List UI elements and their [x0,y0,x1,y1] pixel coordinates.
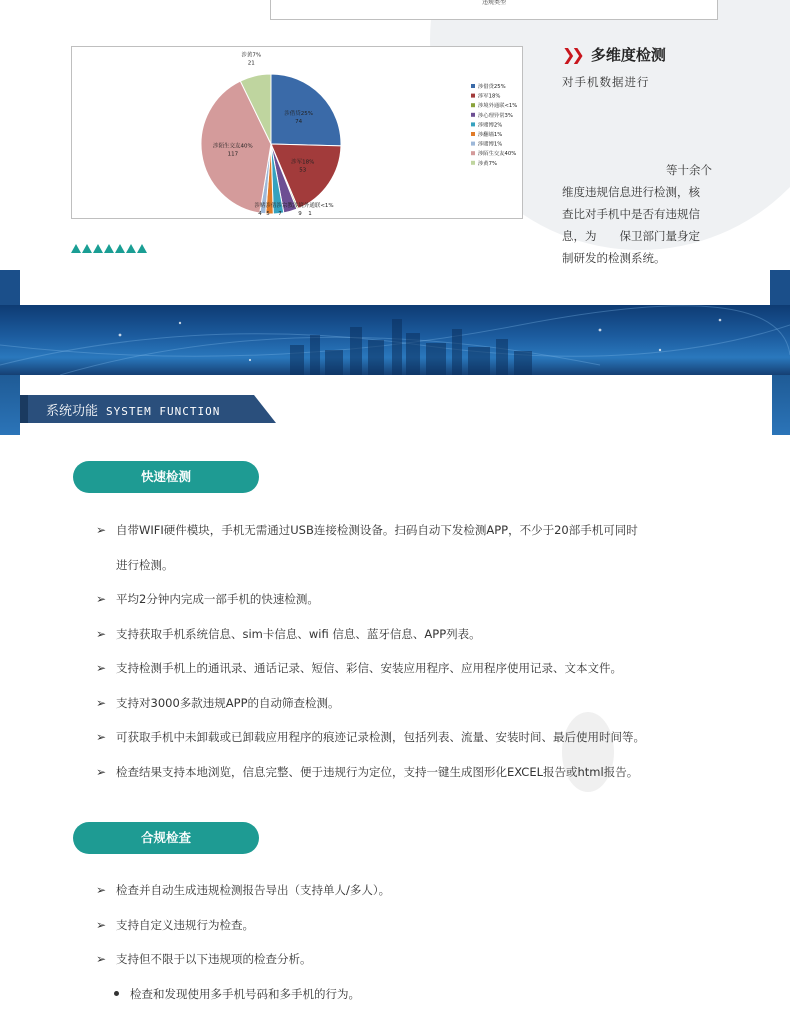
feature-text: 可获取手机中未卸载或已卸载应用程序的痕迹记录检测，包括列表、流量、安装时间、最后使用时间等。 [116,730,645,744]
slice-value-label: 21 [247,60,255,67]
slice-label: 涉军18% [291,159,315,166]
side-panel-line: 对手机数据进行 [562,75,650,89]
arrow-bullet-icon: ➢ [96,696,107,710]
side-panel-line: 等十余个 [666,163,712,177]
arrow-bullet-icon: ➢ [96,592,107,606]
legend-swatch [471,142,475,146]
small-slice-value-label: 4 [258,211,262,217]
feature-text: 支持自定义违规行为检查。 [116,918,254,932]
feature-item [96,591,319,607]
legend-label: 涉心理异常3% [478,112,513,119]
dot-bullet-icon [114,991,119,996]
pie-chart-frame [71,46,523,219]
feature-text: 支持但不限于以下违规项的检查分析。 [116,952,312,966]
side-panel-heading [562,44,666,65]
triangle-icon [126,244,136,253]
triangle-icon [104,244,114,253]
triangle-icon [71,244,81,253]
legend-swatch [471,113,475,117]
small-slice-value-label: 1 [308,211,312,217]
legend-label: 涉境外通联<1% [478,103,518,110]
card-right-edge [772,375,790,435]
legend-swatch [471,122,475,126]
legend-label: 涉军18% [478,93,501,100]
side-panel-line: 维度违规信息进行检测，核 [562,185,700,199]
quick-check-pill: 快速检测 [73,461,259,493]
slice-label: 涉陌生交友40% [213,143,253,150]
side-panel-line: 息，为 保卫部门量身定 [562,229,700,243]
feature-item [96,917,254,933]
triangle-icon [93,244,103,253]
legend-swatch [471,103,475,107]
side-panel-line: 制研发的检测系统。 [562,251,666,265]
arrow-bullet-icon: ➢ [96,523,107,537]
small-slices-label: 涉赌涉借涉宗教涉境外通联<1% [254,203,334,209]
feature-item [96,764,638,780]
left-edge-decoration [0,270,20,305]
feature-text: 支持检测手机上的通讯录、通话记录、短信、彩信、安装应用程序、应用程序使用记录、文本文件。 [116,661,622,675]
slice-value-label: 53 [299,167,307,174]
legend-swatch [471,94,475,98]
feature-item [96,695,340,711]
legend-label: 涉黄7% [478,160,497,167]
arrow-bullet-icon: ➢ [96,883,107,897]
section-title [46,400,220,419]
feature-item [96,882,390,898]
legend-label: 涉賭博1% [478,141,503,148]
slice-value-label: 117 [227,151,239,158]
triangle-icon [137,244,147,253]
legend-label: 涉翻墙1% [478,132,503,138]
feature-continuation: 进行检测。 [116,558,174,572]
feature-text: 检查并自动生成违规检测报告导出（支持单人/多人）。 [116,883,391,897]
skyline-graphic [0,305,790,375]
legend-swatch [471,161,475,165]
legend-label: 涉借贷25% [478,84,506,90]
legend-label: 涉赌博2% [478,122,503,129]
legend-swatch [471,84,475,88]
previous-chart-caption: 违规类型 [481,0,506,6]
pie-slice [271,74,341,146]
slice-value-label: 74 [295,119,303,126]
pie-chart [72,47,524,220]
section-header-banner [20,395,276,423]
feature-text: 支持获取手机系统信息、sim卡信息、wifi 信息、蓝牙信息、APP列表。 [116,627,481,641]
side-panel-line: 查比对手机中是否有违规信 [562,207,700,221]
arrow-bullet-icon: ➢ [96,765,107,779]
feature-item [96,951,312,967]
arrow-bullet-icon: ➢ [96,952,107,966]
city-skyline-banner [0,305,790,375]
arrow-bullet-icon: ➢ [96,918,107,932]
background-circle-decoration [562,712,614,792]
double-chevron-icon: ❯❯ [562,45,581,64]
legend-swatch [471,151,475,155]
compliance-check-pill: 合规检查 [73,822,259,854]
triangle-icon [82,244,92,253]
section-title-en: SYSTEM FUNCTION [106,405,221,418]
sub-feature-item [114,986,360,1002]
right-edge-decoration [770,270,790,305]
previous-chart-frame [270,0,718,20]
feature-text: 支持对3000多款违规APP的自动筛查检测。 [116,696,340,710]
triangle-decoration-row [71,244,147,254]
small-slice-value-label: 5 [266,211,270,217]
top-section [0,0,790,305]
side-panel-title: 多维度检测 [590,46,666,64]
feature-text: 平均2分钟内完成一部手机的快速检测。 [116,592,319,606]
feature-item [96,729,645,745]
arrow-bullet-icon: ➢ [96,627,107,641]
card-left-edge [0,375,20,435]
triangle-icon [115,244,125,253]
arrow-bullet-icon: ➢ [96,730,107,744]
section-title-cn: 系统功能 [46,404,99,419]
feature-item [96,660,622,676]
small-slice-value-label: 7 [278,211,282,217]
sub-feature-text: 检查和发现使用多手机号码和多手机的行为。 [130,987,360,1001]
slice-label: 涉黄7% [241,52,262,59]
legend-label: 涉陌生交友40% [478,151,517,158]
feature-item [96,626,481,642]
legend-swatch [471,132,475,136]
feature-text: 自带WIFI硬件模块，手机无需通过USB连接检测设备。扫码自动下发检测APP，不少于20部手机可同时 [116,523,638,537]
small-slice-value-label: 9 [298,211,302,217]
slice-label: 涉借贷25% [284,111,313,118]
arrow-bullet-icon: ➢ [96,661,107,675]
feature-text: 检查结果支持本地浏览，信息完整、便于违规行为定位，支持一键生成图形化EXCEL报告或html报告。 [116,765,639,779]
feature-item [96,522,638,538]
